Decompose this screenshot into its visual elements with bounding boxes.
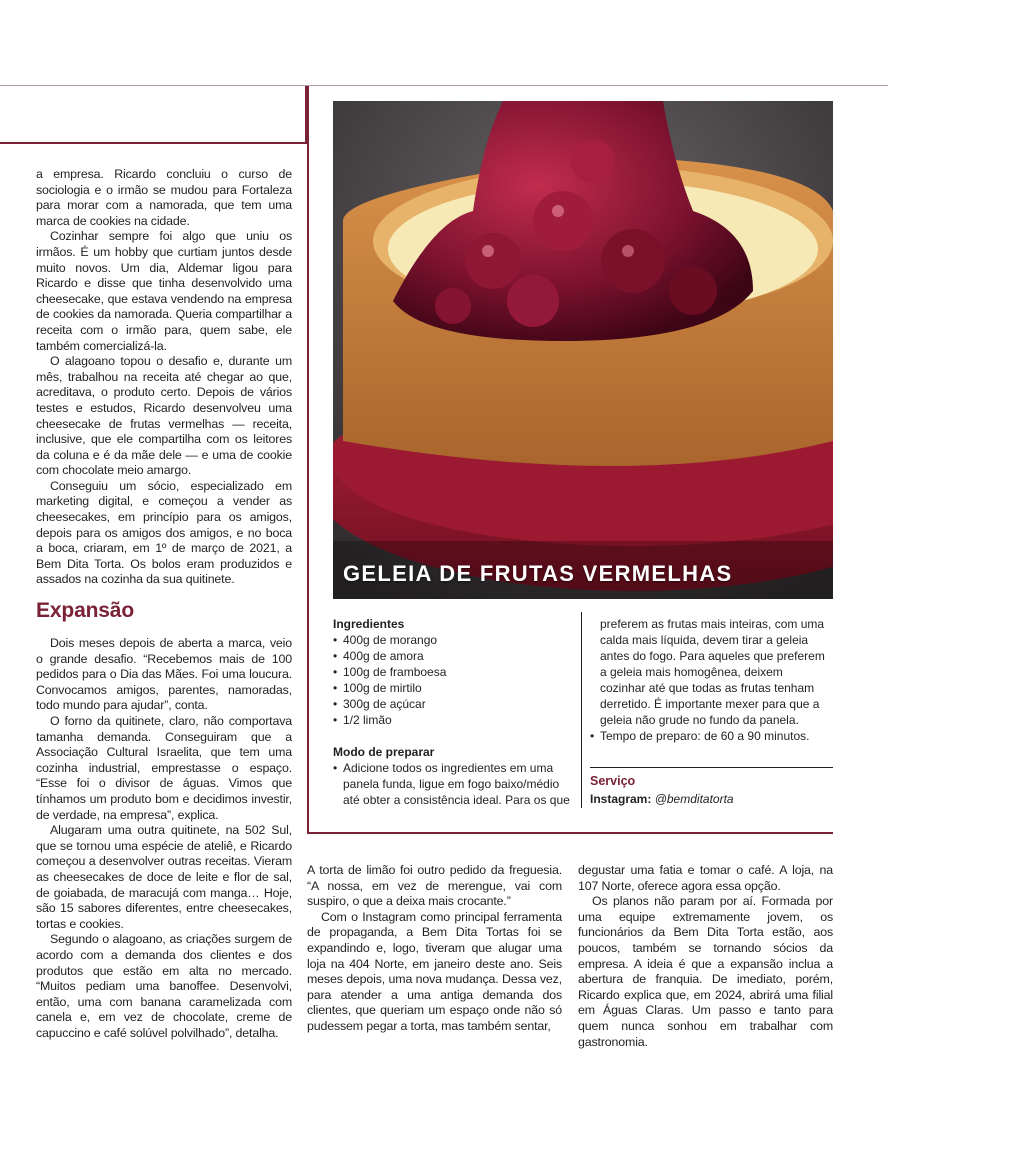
- paragraph: Alugaram uma outra quitinete, na 502 Sul, que se tornou uma espécie de ateliê, e Ricardo começou a desenvolver outras receitas. Vieram as cheesecakes de doce de leite e flor de sal, de goiabada, de maracujá com manga… Hoje, são 15 sabores diferentes, entre cheesecakes, tortas e cookies.: [36, 823, 292, 931]
- method-heading: Modo de preparar: [333, 745, 435, 759]
- paragraph: Com o Instagram como principal ferramenta de propaganda, a Bem Dita Tortas foi se expandindo e, logo, tiveram que alugar uma loja na 404 Norte, em janeiro deste ano. Seis meses depois, uma nova mudança. Dessa vez, para atender a uma antiga demanda dos clientes, que queriam um espaço onde não só pudessem pegar a torta, mas também sentar,: [307, 909, 562, 1033]
- list-item: • Adicione todos os ingredientes em uma panela funda, ligue em fogo baixo/médio até obter a consistência ideal. Para os que: [333, 760, 573, 808]
- cheesecake-photo: [333, 101, 833, 599]
- paragraph: Cozinhar sempre foi algo que uniu os irmãos. É um hobby que curtiam juntos desde muito novos. Um dia, Aldemar ligou para Ricardo e disse que tinha desenvolvido uma cheesecake, que estava vendendo na empresa de cookies da namorada. Queria compartilhar a receita com o irmão para, quem sabe, ele também comercializá-la.: [36, 229, 292, 353]
- recipe-divider: [581, 612, 582, 808]
- list-item: • 100g de mirtilo: [333, 680, 573, 696]
- top-box-border-bottom: [0, 142, 307, 144]
- section-subhead: Expansão: [36, 599, 135, 623]
- list-item: • 400g de amora: [333, 648, 573, 664]
- paragraph: Conseguiu um sócio, especializado em marketing digital, e começou a vender as cheesecakes, em princípio para os amigos, depois para os amigos dos amigos, e no boca a boca, criaram, em 1º de março de 2021, a Bem Dita Torta. Os bolos eram produzidos e assados na cozinha da sua quitinete.: [36, 478, 292, 587]
- paragraph: Os planos não param por aí. Formada por uma equipe extremamente jovem, os funcionários da Bem Dita Torta estão, aos poucos, também se tornando sócios da empresa. A ideia é que a expansão inclua a abertura de franquia. De imediato, porém, Ricardo explica que, em 2024, abrirá uma filial em Águas Claras. Um passo e tanto para quem nunca sonhou em trabalhar com gastronomia.: [578, 894, 833, 1049]
- paragraph: O forno da quitinete, claro, não comportava tamanha demanda. Conseguiram que a Associação Cultural Israelita, que tem uma cozinha industrial, emprestasse o espaço. “Esse foi o divisor de águas. Vimos que tínhamos um produto bom e decidimos investir, de verdade, na empresa”, explica.: [36, 714, 292, 822]
- ingredients-list: [333, 632, 573, 728]
- paragraph: a empresa. Ricardo concluiu o curso de sociologia e o irmão se mudou para Fortaleza para morar com a namorada, que tem uma marca de cookies na cidade.: [36, 167, 292, 228]
- recipe-left-column: [333, 616, 573, 808]
- paragraph: Segundo o alagoano, as criações surgem de acordo com a demanda dos clientes e dos produtos que estão em alta no mercado. “Muitos pediam uma banoffee. Desenvolvi, então, uma com banana caramelizada com canela e, em vez de chocolate, creme de capuccino e café solúvel polvilhado”, detalha.: [36, 932, 292, 1040]
- paragraph: O alagoano topou o desafio e, durante um mês, trabalhou na receita até chegar ao que, acreditava, o produto certo. Depois de vários testes e estudos, Ricardo desenvolveu uma cheesecake de frutas vermelhas — receita, inclusive, que ele compartilha com os leitores da coluna e é da mãe dele — e uma de cookie com chocolate meio amargo.: [36, 354, 292, 478]
- method-list-2: [590, 728, 830, 744]
- list-item: • 1/2 limão: [333, 712, 573, 728]
- article-column-3: [578, 863, 833, 1050]
- list-item: • 400g de morango: [333, 632, 573, 648]
- service-instagram: [590, 792, 734, 806]
- sidebar-bottom-rule: [307, 832, 833, 834]
- paragraph: Dois meses depois de aberta a marca, veio o grande desafio. “Recebemos mais de 100 pedidos para o Dia das Mães. Foi uma loucura. Convocamos amigos, parentes, namoradas, todo mundo para ajudar”, conta.: [36, 636, 292, 713]
- article-column-1: [36, 167, 292, 1041]
- recipe-right-column: [590, 616, 830, 744]
- sidebar-left-rule: [307, 86, 309, 834]
- list-item: • 100g de framboesa: [333, 664, 573, 680]
- paragraph: degustar uma fatia e tomar o café. A loja, na 107 Norte, oferece agora essa opção.: [578, 863, 833, 893]
- service-label: Instagram:: [590, 792, 652, 806]
- method-list: [333, 760, 573, 808]
- list-item: • Tempo de preparo: de 60 a 90 minutos.: [590, 728, 830, 744]
- top-rule: [0, 85, 888, 86]
- article-column-2: [307, 863, 562, 1035]
- photo-title: GELEIA DE FRUTAS VERMELHAS: [343, 561, 733, 586]
- paragraph: A torta de limão foi outro pedido da freguesia. “A nossa, em vez de merengue, vai com suspiro, o que a deixa mais crocante.”: [307, 863, 562, 909]
- service-title: Serviço: [590, 774, 636, 788]
- instagram-handle: @bemditatorta: [654, 792, 734, 806]
- list-item: • 300g de açúcar: [333, 696, 573, 712]
- method-continued: preferem as frutas mais inteiras, com uma calda mais líquida, devem tirar a geleia antes do fogo. Para aqueles que preferem a geleia mais homogênea, deixem cozinhar até que todas as frutas tenham derretido. É importante mexer para que a geleia não grude no fundo da panela.: [600, 617, 825, 727]
- service-rule: [590, 767, 833, 768]
- cheesecake-illustration: [333, 101, 833, 599]
- ingredients-heading: Ingredientes: [333, 617, 405, 631]
